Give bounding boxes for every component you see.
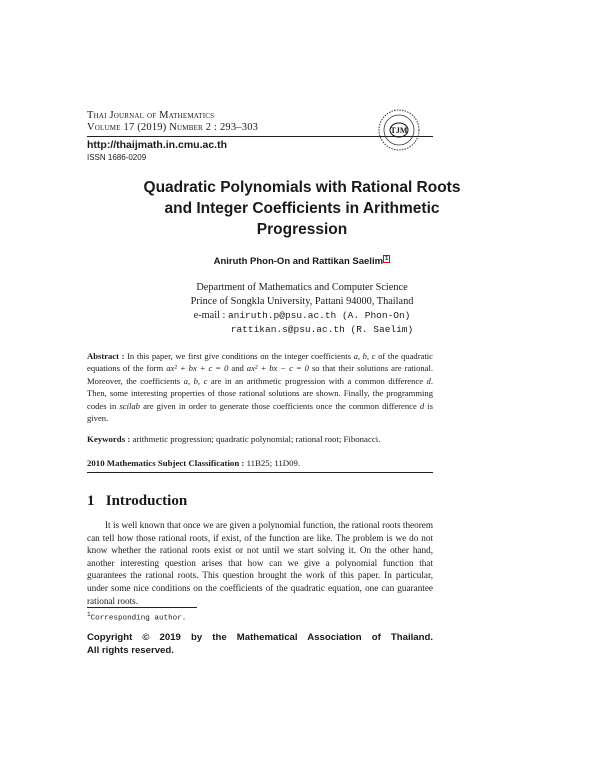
math-abc: a, b, c	[183, 375, 208, 386]
abstract-text: so that their solutions are rational. Moreover, the coefficients	[87, 363, 434, 386]
title-line-3: Progression	[256, 221, 348, 238]
copyright-line-1: Copyright © 2019 by the Mathematical Association of Thailand.	[87, 632, 433, 643]
email-line-1	[87, 309, 517, 323]
issn: ISSN 1686-0209	[87, 153, 147, 162]
math-abc: a, b, c	[353, 351, 376, 361]
paper-title	[87, 177, 517, 240]
section-number: 1	[87, 493, 95, 509]
keywords	[87, 433, 433, 445]
divider	[87, 472, 433, 473]
email-1: aniruth.p@psu.ac.th (A. Phon-On)	[227, 310, 411, 321]
abstract	[87, 350, 433, 424]
logo-text: TJM	[390, 126, 408, 135]
author-footnote-mark[interactable]: 1	[385, 256, 389, 262]
journal-name: Thai Journal of Mathematics	[87, 110, 215, 121]
title-line-2: and Integer Coefficients in Arithmetic	[164, 200, 440, 217]
math-equation-1: ax² + bx + c = 0	[166, 363, 229, 374]
abstract-text: is given.	[87, 400, 433, 424]
section-heading	[87, 493, 187, 510]
math-equation-2: ax² + bx − c = 0	[246, 363, 309, 374]
abstract-text: are in an arithmetic progression with a common difference	[210, 375, 424, 386]
abstract-label: Abstract :	[87, 351, 125, 361]
email-line-2	[87, 323, 517, 337]
footnote-text: Corresponding author.	[90, 614, 187, 623]
section-title: Introduction	[105, 493, 188, 509]
footnote-rule	[87, 607, 197, 608]
email-label: e-mail :	[193, 310, 228, 321]
title-line-1: Quadratic Polynomials with Rational Roots	[143, 179, 461, 196]
scilab-term: scilab	[119, 400, 140, 411]
msc-label: 2010 Mathematics Subject Classification :	[87, 458, 245, 468]
abstract-text: . Then, some interesting properties of those rational solutions are shown. Finally, the programming codes in	[87, 375, 433, 411]
journal-url-link[interactable]: http://thaijmath.in.cmu.ac.th	[87, 139, 228, 151]
intro-paragraph: It is well known that once we are given a polynomial function, the rational roots theorem can tell how those rational roots, if exist, of the function are like. The problem is we do not know whether the rational roots exist or not until we start solving it. On the other hand, another interesting question arises that how can we give a polynomial function that guarantees the rational roots. This question brought the work of this paper. In particular, under some nice conditions on the coefficients of the quadratic equation, one can guarantee rational roots.	[87, 520, 433, 606]
authors	[87, 256, 517, 267]
keywords-label: Keywords :	[87, 434, 131, 444]
keywords-text: arithmetic progression; quadratic polynomial; rational root; Fibonacci.	[132, 434, 381, 444]
volume-line: Volume 17 (2019) Number 2 : 293–303	[87, 122, 259, 133]
affiliation	[87, 281, 517, 337]
footnote	[87, 611, 186, 623]
math-d: d	[426, 375, 431, 386]
abstract-text: In this paper, we first give conditions on the integer coefficients	[127, 351, 351, 361]
logo-seal-icon	[377, 108, 421, 152]
journal-logo	[377, 108, 421, 152]
math-d: d	[419, 400, 425, 411]
msc-text: 11B25; 11D09.	[246, 458, 301, 468]
abstract-text: are given in order to generate those coefficients once the common difference	[143, 400, 417, 411]
author-names: Aniruth Phon-On and Rattikan Saelim	[213, 256, 384, 268]
msc-classification	[87, 457, 433, 469]
affiliation-university: Prince of Songkla University, Pattani 94000, Thailand	[190, 296, 414, 307]
email-2: rattikan.s@psu.ac.th (R. Saelim)	[230, 324, 414, 335]
abstract-text: of the quadratic equations of the form	[87, 351, 433, 374]
copyright	[87, 632, 433, 657]
affiliation-department: Department of Mathematics and Computer Science	[196, 282, 408, 293]
copyright-line-2: All rights reserved.	[87, 644, 174, 656]
abstract-text: and	[231, 363, 244, 374]
footnote-mark: 1	[87, 611, 91, 618]
